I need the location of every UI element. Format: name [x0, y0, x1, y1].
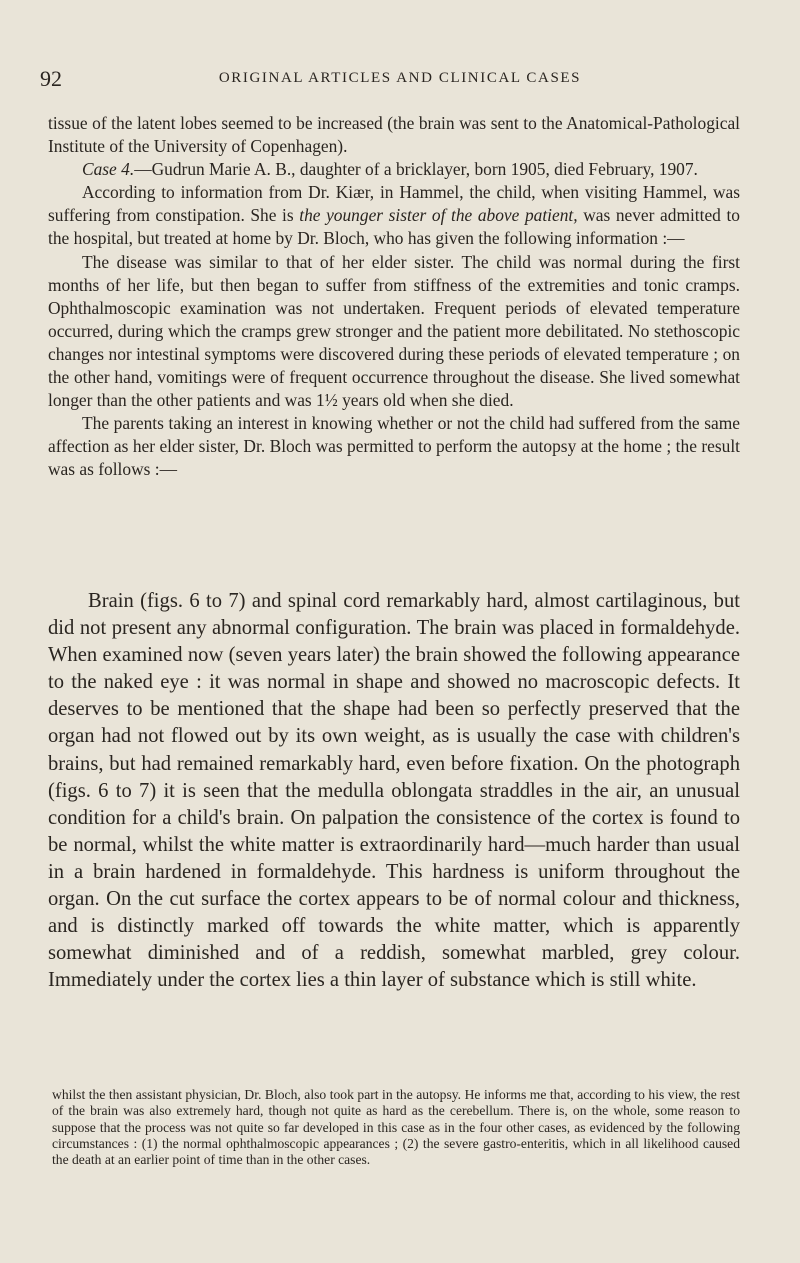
case-4-text: —Gudrun Marie A. B., daughter of a bricklayer, born 1905, died February, 1907. [134, 159, 698, 180]
information-italic: the younger sister of the above patient, [299, 205, 578, 226]
paragraph-disease: The disease was similar to that of her elder sister. The child was normal during the first months of her life, but then began to suffer from stiffness of the extremities and tonic cramps. Ophthalmoscopic examination was not undertaken. Frequent periods of elevated temperature occurred, during which the cramps grew stronger and the patient more debilitated. No stethoscopic changes nor intestinal symptoms were discovered during these periods of elevated temperature ; on the other hand, vomitings were of frequent occurrence throughout the disease. She lived somewhat longer than the other patients and was 1½ years old when she died. [48, 251, 740, 411]
page-header [40, 66, 760, 92]
paragraph-brain-description: Brain (figs. 6 to 7) and spinal cord remarkably hard, almost cartilaginous, but did not present any abnormal configuration. The brain was placed in formaldehyde. When examined now (seven years later) the brain showed the following appearance to the naked eye : it was normal in shape and showed no macroscopic defects. It deserves to be mentioned that the shape had been so perfectly preserved that the organ had not flowed out by its own weight, as is usually the case with children's brains, but had remained remarkably hard, even before fixation. On the photograph (figs. 6 to 7) it is seen that the medulla oblongata straddles in the air, an unusual condition for a child's brain. On palpation the consistence of the cortex is found to be normal, whilst the white matter is extraordinarily hard—much harder than usual in a brain hardened in formaldehyde. This hardness is uniform throughout the organ. On the cut surface the cortex appears to be of normal colour and thickness, and is distinctly marked off towards the white matter, which is apparently somewhat diminished and of a reddish, somewhat marbled, grey colour. Immediately under the cortex lies a thin layer of substance which is still white. [48, 590, 740, 992]
page-number: 92 [40, 66, 62, 91]
running-title: ORIGINAL ARTICLES AND CLINICAL CASES [218, 70, 582, 86]
paragraph-information [48, 181, 740, 250]
information-text-b: was never admitted to the hospital, but treated at home by Dr. Bloch, who has given the following information :— [48, 205, 740, 249]
footnote-text: whilst the then assistant physician, Dr. Bloch, also took part in the autopsy. He informs me that, according to his view, the rest of the brain was also extremely hard, though not quite as hard as the cerebellum. There is, on the whole, some reason to suppose that the process was not quite so far developed in this case as in the four other cases, as evidenced by the following circumstances : (1) the normal ophthalmoscopic appearances ; (2) the severe gastro-enteritis, which in all likelihood caused the death at an earlier point of time than in the other cases. [52, 1087, 740, 1168]
information-text-a: According to information from Dr. Kiær, in Hammel, the child, when visiting Hammel, was suffering from constipation. She is [48, 182, 740, 226]
paragraph-parents: The parents taking an interest in knowing whether or not the child had suffered from the same affection as her elder sister, Dr. Bloch was permitted to perform the autopsy at the home ; the result was as follows :— [48, 413, 740, 480]
body-text-brain [48, 588, 740, 994]
case-label: Case 4. [82, 159, 135, 180]
paragraph-case-4 [48, 158, 740, 181]
paragraph-continuation: tissue of the latent lobes seemed to be increased (the brain was sent to the Anatomical-Pathological Institute of the University of Copenhagen). [48, 113, 740, 157]
body-text-upper [48, 112, 740, 482]
footnote [52, 1087, 740, 1168]
